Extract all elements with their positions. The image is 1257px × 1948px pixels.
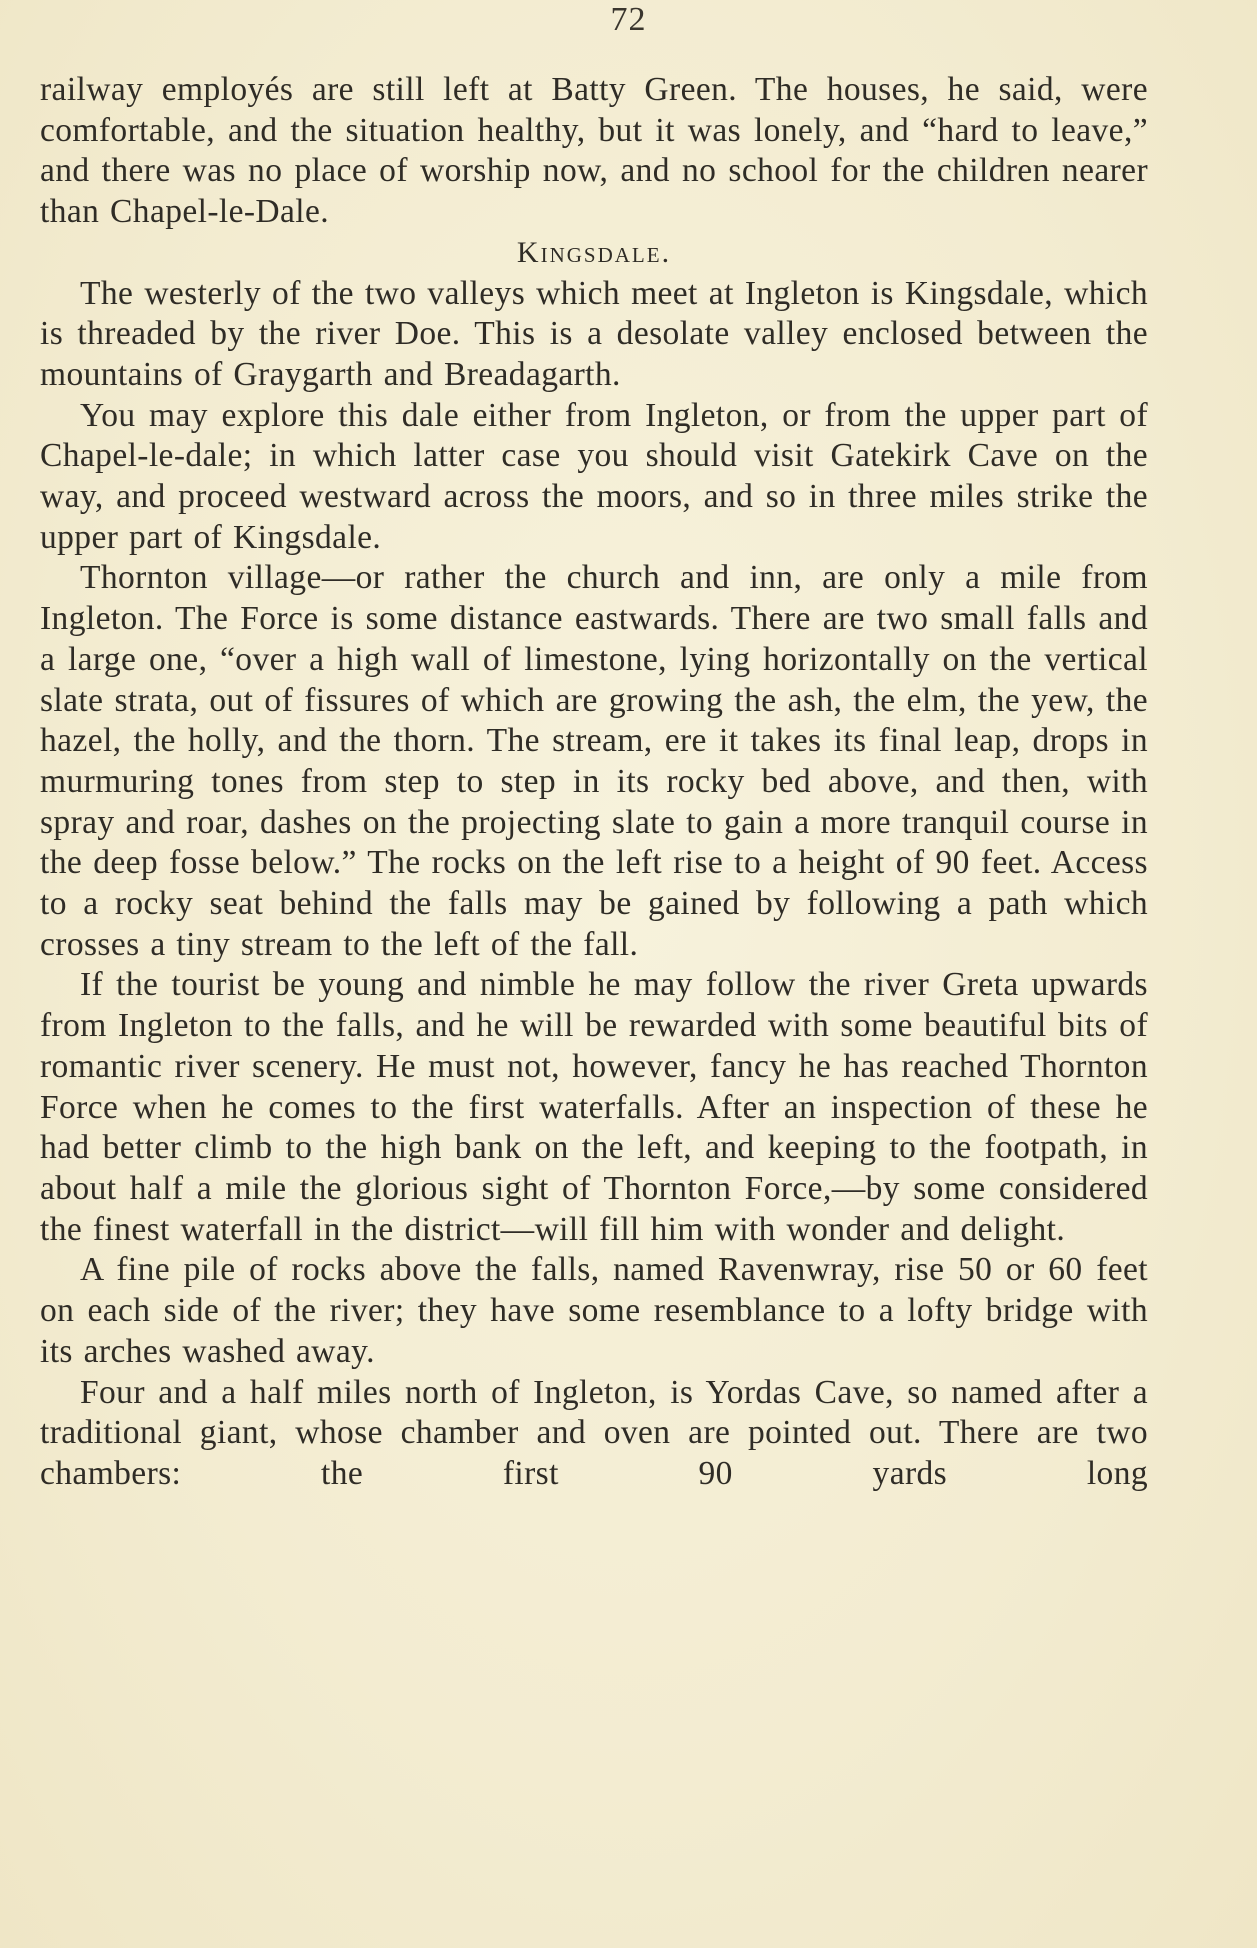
paragraph-ravenwray: A fine pile of rocks above the falls, named Ravenwray, rise 50 or 60 feet on each side of the river; they have some resemblance to a lofty bridge with its arches washed away. bbox=[40, 1251, 1148, 1370]
continuation-paragraph: railway employés are still left at Batty Green. The houses, he said, were comfortable, and the situation healthy, but it was lonely, and “hard to leave,” and there was no place of worship now, and no school for the children nearer than Chapel-le-Dale. bbox=[40, 71, 1148, 231]
paragraph-explore-dale: You may explore this dale either from Ingleton, or from the upper part of Chapel-le-dale; in which latter case you should visit Gatekirk Cave on the way, and proceed westward across the moors, and so in three miles strike the upper part of Kingsdale. bbox=[40, 396, 1148, 556]
section-heading: Kingsdale. bbox=[516, 235, 672, 269]
paragraph-greta-tourist: If the tourist be young and nimble he may follow the river Greta upwards from Ingleton to the falls, and he will be rewarded with some beautiful bits of romantic river scenery. He must not, however, fancy he has reached Thornton Force when he comes to the first waterfalls. After an inspection of these he had better climb to the high bank on the left, and keeping to the footpath, in about half a mile the glorious sight of Thornton Force,—by some considered the finest waterfall in the district—will fill him with wonder and delight. bbox=[40, 966, 1148, 1248]
paragraph-yordas-cave: Four and a half miles north of Ingleton, is Yordas Cave, so named after a traditional giant, whose chamber and oven are pointed out. There are two chambers: the first 90 yards long bbox=[40, 1373, 1148, 1492]
paragraph-kingsdale-intro: The westerly of the two valleys which meet at Ingleton is Kingsdale, which is threaded by the river Doe. This is a desolate valley enclosed between the mountains of Graygarth and Breadagarth. bbox=[40, 274, 1148, 393]
paragraph-thornton-force: Thornton village—or rather the church and inn, are only a mile from Ingleton. The Force is some distance eastwards. There are two small falls and a large one, “over a high wall of limestone, lying horizontally on the vertical slate strata, out of fissures of which are growing the ash, the elm, the yew, the hazel, the holly, and the thorn. The stream, ere it takes its final leap, drops in murmuring tones from step to step in its rocky bed above, and then, with spray and roar, dashes on the projecting slate to gain a more tranquil course in the deep fosse below.” The rocks on the left rise to a height of 90 feet. Access to a rocky seat behind the falls may be gained by following a path which crosses a tiny stream to the left of the fall. bbox=[40, 559, 1148, 963]
page-number: 72 bbox=[610, 1, 647, 38]
page-body bbox=[40, 70, 1148, 1495]
